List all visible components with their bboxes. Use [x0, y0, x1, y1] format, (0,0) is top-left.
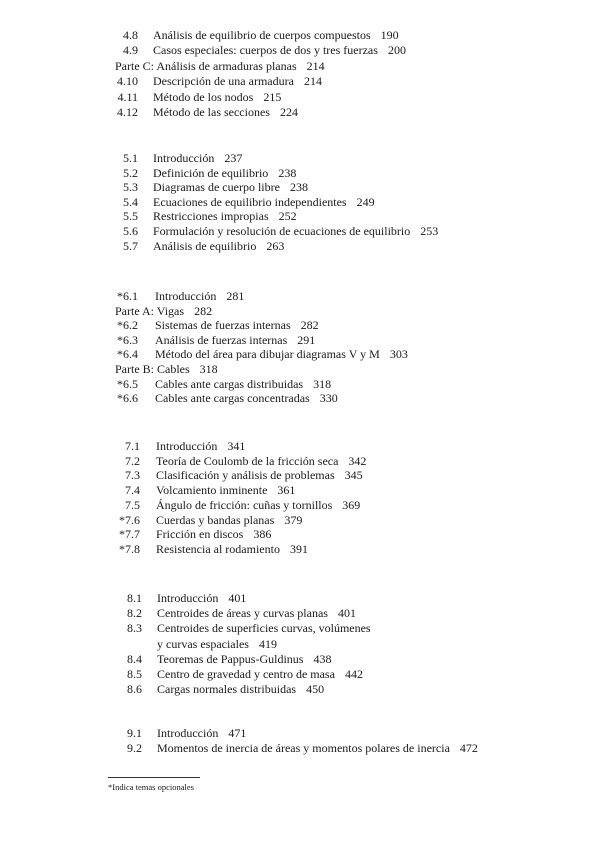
section-number: 8.1 — [127, 591, 142, 605]
page-number: 238 — [289, 180, 308, 195]
entry-title: Resistencia al rodamiento — [156, 541, 280, 556]
page-number: 386 — [253, 527, 272, 542]
page-number: 330 — [319, 391, 338, 406]
page-number: 361 — [277, 483, 296, 498]
section-number: 8.5 — [127, 667, 142, 681]
toc-entry — [0, 667, 600, 682]
section-number: 5.6 — [123, 224, 138, 238]
toc-part-heading — [0, 304, 600, 319]
entry-title: Cables ante cargas concentradas — [155, 391, 310, 406]
page-number: 450 — [306, 682, 325, 697]
toc-entry — [0, 606, 600, 621]
entry-title: Centroides de áreas y curvas planas — [157, 606, 328, 621]
entry-title: Restricciones impropias — [153, 209, 269, 224]
section-number: 9.1 — [127, 726, 142, 740]
entry-title: Introducción — [153, 151, 215, 165]
entry-title: Formulación y resolución de ecuaciones de equilibrio — [153, 224, 411, 238]
section-number: 4.9 — [123, 43, 138, 58]
section-number: 7.3 — [125, 468, 140, 483]
section-number: 7.2 — [125, 453, 140, 468]
entry-title: Sistemas de fuerzas internas — [155, 318, 291, 333]
entry-title: Método de los nodos — [153, 89, 254, 104]
section-number: 4.12 — [117, 105, 138, 119]
section-number: 5.7 — [123, 238, 138, 253]
page-number: 438 — [313, 651, 332, 666]
toc-entry — [0, 180, 600, 195]
toc-entry — [0, 318, 600, 333]
page-number: 303 — [389, 347, 408, 362]
toc-entry — [0, 454, 600, 469]
page-number: 442 — [344, 667, 363, 681]
entry-title: Introducción — [156, 439, 218, 453]
entry-title: Parte C: Análisis de armaduras planas — [115, 58, 297, 73]
section-number: 8.4 — [127, 651, 142, 666]
page-number: 249 — [356, 194, 375, 209]
toc-entry — [0, 224, 600, 239]
toc-entry — [0, 166, 600, 181]
toc-entry — [0, 637, 600, 652]
toc-entry — [0, 209, 600, 224]
page-number: 341 — [227, 439, 246, 453]
entry-title: Parte A: Vigas — [115, 303, 185, 318]
page-number: 291 — [297, 332, 316, 347]
page-number: 401 — [337, 606, 356, 621]
toc-entry — [0, 74, 600, 89]
entry-title: Cuerdas y bandas planas — [156, 512, 275, 527]
section-number: *6.6 — [117, 391, 138, 406]
entry-title: Introducción — [157, 591, 219, 605]
page-number: 318 — [313, 376, 332, 391]
page-number: 282 — [300, 318, 319, 333]
page-number: 224 — [279, 105, 298, 119]
page-number: 342 — [348, 453, 367, 468]
page-number: 253 — [420, 224, 439, 238]
toc-entry — [0, 741, 600, 756]
toc-entry — [0, 377, 600, 392]
page-number: 215 — [263, 89, 282, 104]
entry-title: Diagramas de cuerpo libre — [153, 180, 280, 195]
entry-title: Introducción — [157, 726, 219, 740]
section-number: *6.2 — [117, 318, 138, 333]
page-number: 238 — [278, 165, 297, 180]
section-number: 7.4 — [125, 483, 140, 498]
section-number: 4.8 — [123, 28, 138, 42]
section-number: *6.4 — [117, 347, 138, 362]
toc-entry — [0, 195, 600, 210]
toc-entry — [0, 621, 600, 636]
page-number: 263 — [266, 238, 285, 253]
entry-title: Método del área para dibujar diagramas V y M — [155, 347, 380, 362]
section-number: *6.3 — [117, 332, 138, 347]
section-number: 8.6 — [127, 682, 142, 697]
section-number: *6.1 — [117, 289, 138, 303]
section-number: 7.1 — [125, 439, 140, 453]
section-number: 5.2 — [123, 165, 138, 180]
entry-title: Teoremas de Pappus-Guldinus — [157, 651, 304, 666]
toc-entry — [0, 105, 600, 120]
page-number: 379 — [284, 512, 303, 527]
section-number: 4.10 — [117, 74, 138, 89]
footnote-rule — [108, 777, 200, 778]
toc-entry — [0, 347, 600, 362]
entry-title: Análisis de equilibrio — [153, 238, 257, 253]
section-number: *7.7 — [119, 527, 140, 542]
toc-entry — [0, 289, 600, 304]
entry-title: Parte B: Cables — [115, 362, 190, 376]
toc-entry — [0, 28, 600, 43]
entry-title: Momentos de inercia de áreas y momentos polares de inercia — [157, 741, 450, 755]
entry-title: Volcamiento inminente — [156, 483, 268, 498]
section-number: *7.6 — [119, 512, 140, 527]
toc-entry — [0, 527, 600, 542]
entry-title: Método de las secciones — [153, 105, 270, 119]
section-number: 5.4 — [123, 194, 138, 209]
entry-title: Teoría de Coulomb de la fricción seca — [156, 453, 339, 468]
section-number: 8.3 — [127, 621, 142, 636]
page-number: 281 — [226, 289, 245, 303]
toc-entry — [0, 726, 600, 741]
entry-title: Definición de equilibrio — [153, 165, 269, 180]
page-number: 237 — [224, 151, 243, 165]
entry-title: y curvas espaciales — [157, 636, 249, 651]
page-number: 345 — [344, 468, 363, 483]
section-number: 9.2 — [127, 741, 142, 755]
page-number: 214 — [306, 58, 325, 73]
page-number: 391 — [289, 541, 308, 556]
toc-entry — [0, 591, 600, 606]
entry-title: Análisis de equilibrio de cuerpos compuestos — [153, 28, 371, 42]
section-number: 7.5 — [125, 497, 140, 512]
entry-title: Clasificación y análisis de problemas — [156, 468, 335, 483]
entry-title: Ángulo de fricción: cuñas y tornillos — [156, 497, 333, 512]
page-number: 401 — [228, 591, 247, 605]
page-number: 419 — [258, 636, 277, 651]
toc-entry — [0, 151, 600, 166]
toc-part-heading — [0, 59, 600, 74]
toc-entry — [0, 513, 600, 528]
page-number: 472 — [459, 741, 478, 755]
toc-entry — [0, 391, 600, 406]
entry-title: Descripción de una armadura — [153, 74, 294, 89]
page-number: 369 — [342, 497, 361, 512]
toc-entry — [0, 682, 600, 697]
section-number: *6.5 — [117, 376, 138, 391]
toc-entry — [0, 43, 600, 58]
toc-entry — [0, 90, 600, 105]
entry-title: Ecuaciones de equilibrio independientes — [153, 194, 347, 209]
entry-title: Cables ante cargas distribuidas — [155, 376, 304, 391]
section-number: 5.5 — [123, 209, 138, 224]
page-number: 282 — [194, 303, 213, 318]
page-number: 252 — [278, 209, 297, 224]
entry-title: Centroides de superficies curvas, volúmenes — [157, 621, 371, 636]
section-number: 8.2 — [127, 606, 142, 621]
entry-title: Fricción en discos — [156, 527, 244, 542]
page-number: 190 — [380, 28, 399, 42]
entry-title: Casos especiales: cuerpos de dos y tres fuerzas — [153, 43, 378, 58]
toc-part-heading — [0, 362, 600, 377]
section-number: *7.8 — [119, 541, 140, 556]
toc-entry — [0, 652, 600, 667]
toc-entry — [0, 498, 600, 513]
toc-entry — [0, 439, 600, 454]
section-number: 5.1 — [123, 151, 138, 165]
toc-entry — [0, 483, 600, 498]
toc-entry — [0, 333, 600, 348]
toc-entry — [0, 542, 600, 557]
page-number: 200 — [387, 43, 406, 58]
toc-entry — [0, 239, 600, 254]
footnote: *Indica temas opcionales — [108, 782, 194, 792]
toc-entry — [0, 468, 600, 483]
page-number: 318 — [199, 362, 218, 376]
page-number: 471 — [228, 726, 247, 740]
entry-title: Introducción — [155, 289, 217, 303]
section-number: 5.3 — [123, 180, 138, 195]
entry-title: Análisis de fuerzas internas — [155, 332, 288, 347]
section-number: 4.11 — [117, 89, 138, 104]
entry-title: Cargas normales distribuidas — [157, 682, 297, 697]
entry-title: Centro de gravedad y centro de masa — [157, 667, 335, 681]
page-number: 214 — [303, 74, 322, 89]
